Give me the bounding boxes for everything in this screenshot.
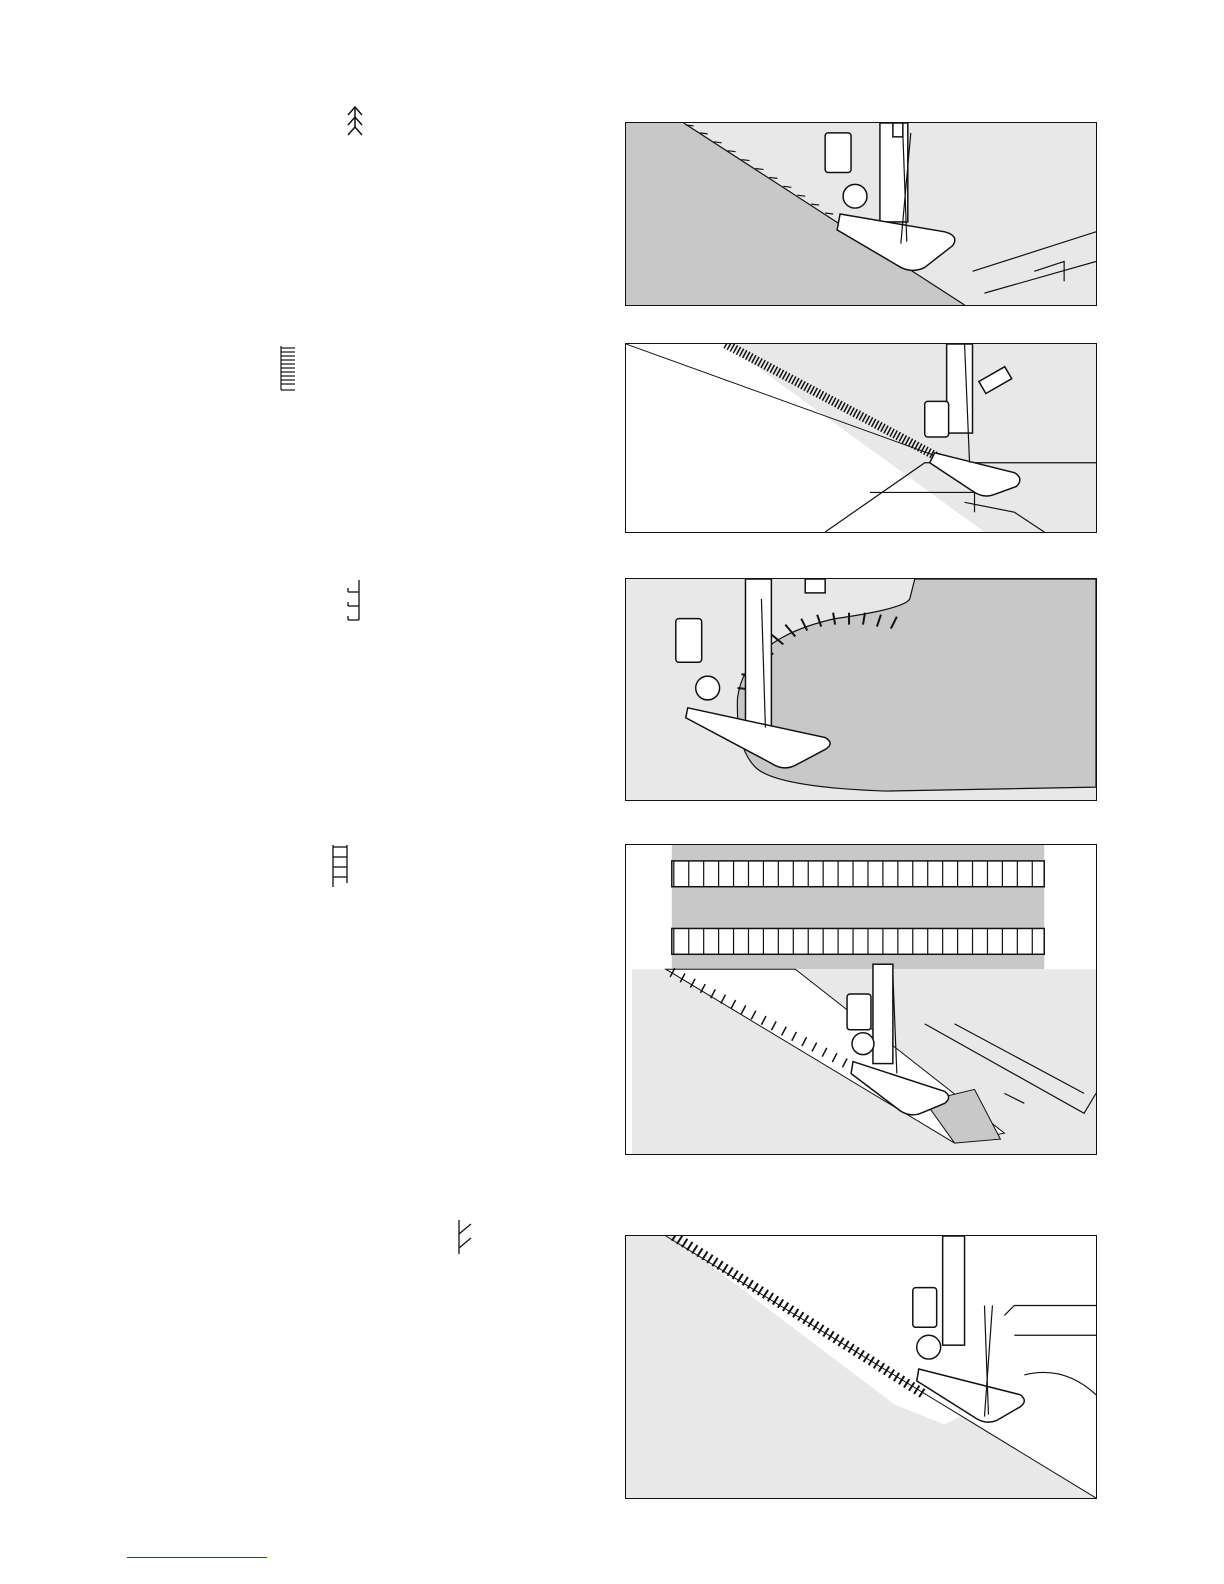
curved-blanket-edge-illustration [625,578,1097,801]
satin-seam-illustration [625,343,1097,533]
ladder-stitch-icon [330,843,350,889]
slanted-bar-stitch-icon [455,1218,475,1256]
footer-rule [127,1557,267,1558]
slanted-satin-seam-illustration [625,1235,1097,1499]
triple-arrow-stitch-icon [344,103,366,141]
dense-satin-bar-stitch-icon [278,344,298,392]
ladder-tape-illustration [625,844,1097,1155]
blanket-stitch-icon [346,578,362,622]
overlock-edge-illustration [625,122,1097,306]
